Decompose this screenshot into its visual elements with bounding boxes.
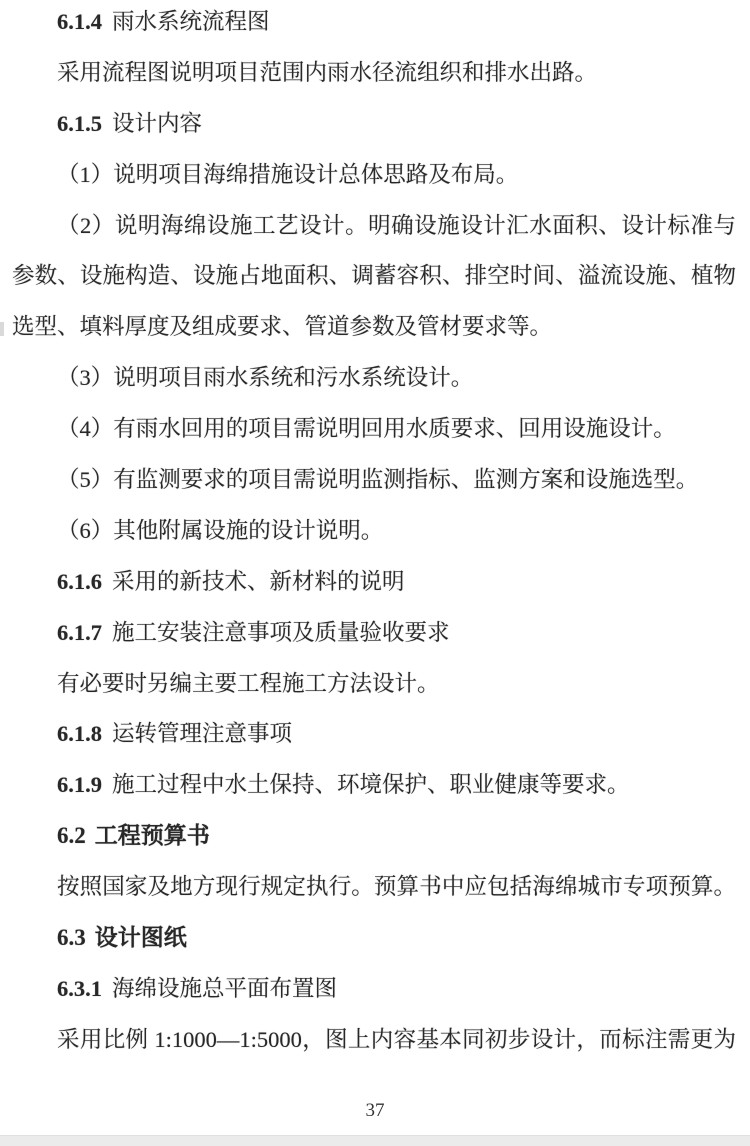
paragraph-line: 按照国家及地方现行规定执行。预算书中应包括海绵城市专项预算。: [57, 874, 736, 900]
section-number: 6.2: [57, 823, 86, 849]
section-heading: [12, 964, 736, 1015]
section-title: 雨水系统流程图: [112, 9, 270, 34]
section-number: 6.3: [57, 925, 86, 951]
section-number: 6.1.9: [57, 772, 102, 798]
paragraph-line: 采用流程图说明项目范围内雨水径流组织和排水出路。: [57, 59, 598, 85]
paragraph-line: 选型、填料厚度及组成要求、管道参数及管材要求等。: [12, 314, 553, 340]
paragraph-line: 采用比例 1:1000—1:5000，图上内容基本同初步设计，而标注需更为: [57, 1026, 736, 1052]
section-title: 施工安装注意事项及质量验收要求: [112, 619, 450, 645]
section-title: 设计图纸: [94, 925, 187, 951]
page-edge-strip: [0, 1135, 750, 1146]
section-heading: [12, 608, 736, 659]
list-item-line: （4）有雨水回用的项目需说明回用水质要求、回用设施设计。: [57, 416, 676, 442]
paragraph-line: 参数、设施构造、设施占地面积、调蓄容积、排空时间、溢流设施、植物: [12, 263, 736, 289]
section-number: 6.1.5: [57, 110, 102, 136]
section-title: 采用的新技术、新材料的说明: [112, 568, 405, 594]
section-heading: [12, 99, 736, 150]
section-number: 6.3.1: [57, 975, 102, 1001]
list-item-line: （2）说明海绵设施工艺设计。明确设施设计汇水面积、设计标准与: [57, 212, 736, 238]
section-number: 6.1.6: [57, 568, 102, 594]
paragraph-line: 有必要时另编主要工程施工方法设计。: [57, 670, 440, 696]
section-heading-level2: [12, 913, 736, 964]
section-title: 运转管理注意事项: [112, 721, 293, 747]
section-heading: [12, 0, 736, 48]
list-item-line: （5）有监测要求的项目需说明监测指标、监测方案和设施选型。: [57, 467, 699, 493]
list-item-line: （1）说明项目海绵措施设计总体思路及布局。: [57, 161, 519, 187]
section-title: 海绵设施总平面布置图: [112, 975, 338, 1001]
section-number: 6.1.7: [57, 619, 102, 645]
list-item-line: （3）说明项目雨水系统和污水系统设计。: [57, 365, 474, 391]
section-title: 工程预算书: [94, 823, 210, 849]
scan-artifact: [0, 322, 4, 336]
section-number: 6.1.4: [57, 9, 102, 34]
section-heading: [12, 709, 736, 760]
section-heading: [12, 760, 736, 811]
section-title: 设计内容: [112, 110, 203, 136]
section-heading: [12, 557, 736, 608]
list-item-line: （6）其他附属设施的设计说明。: [57, 517, 384, 543]
section-number: 6.1.8: [57, 721, 102, 747]
section-title: 施工过程中水土保持、环境保护、职业健康等要求。: [112, 772, 630, 798]
page-number: 37: [365, 1100, 385, 1121]
section-heading-level2: [12, 811, 736, 862]
